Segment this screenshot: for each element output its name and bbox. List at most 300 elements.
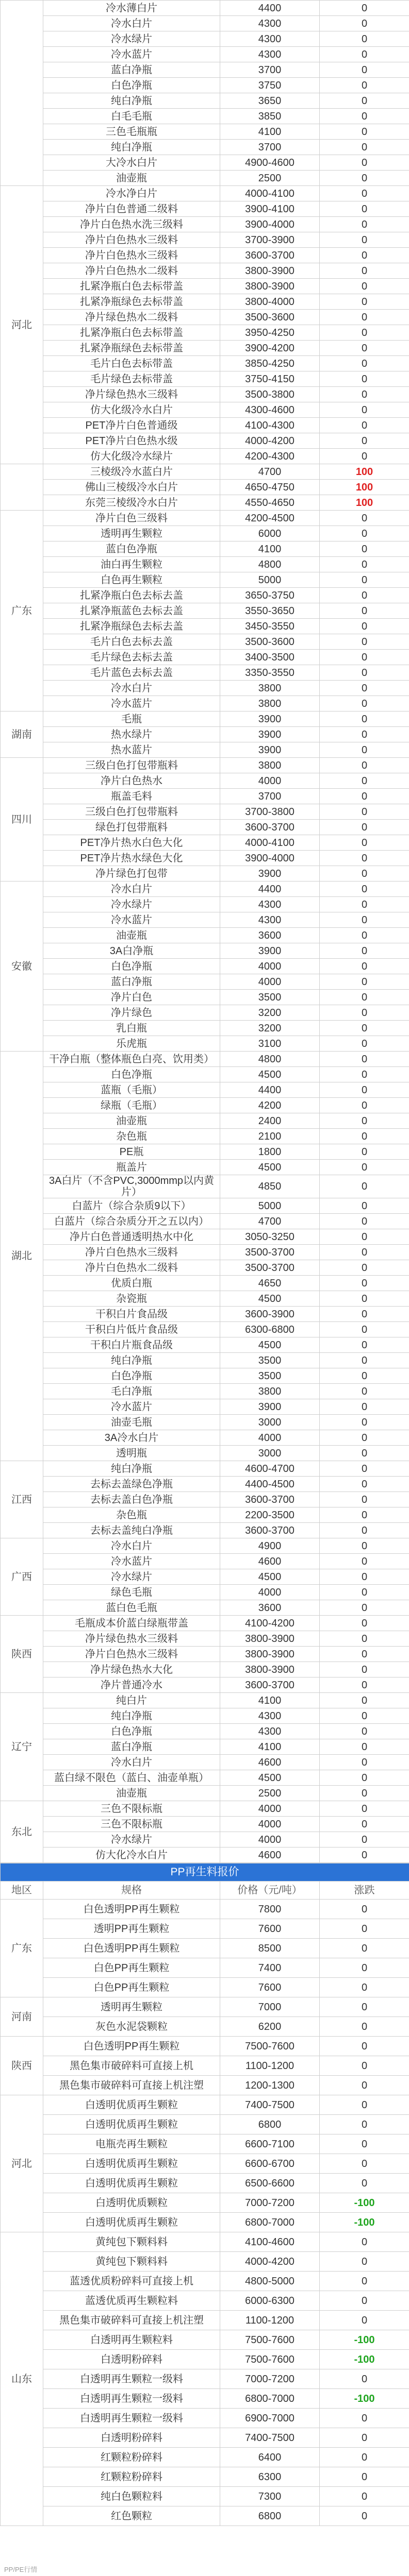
price-cell: 3800-3900 (220, 1647, 320, 1662)
name-cell: 杂瓷瓶 (43, 1291, 220, 1307)
table-row (1, 1, 409, 16)
change-cell: 0 (320, 1900, 409, 1919)
name-cell: 白色净瓶 (43, 1724, 220, 1739)
table-row (1, 1817, 409, 1832)
change-cell: 0 (320, 727, 409, 742)
table-row (1, 2311, 409, 2330)
price-cell: 4300 (220, 1724, 320, 1739)
name-cell: 净片白色热水 (43, 773, 220, 789)
price-cell: 3600-3700 (220, 1677, 320, 1693)
change-cell: 0 (320, 1067, 409, 1082)
table-row (1, 851, 409, 866)
table-row (1, 2291, 409, 2311)
change-cell: 0 (320, 1229, 409, 1245)
change-cell: 0 (320, 1399, 409, 1415)
price-cell: 6300 (220, 2467, 320, 2487)
name-cell: 白毛毛瓶 (43, 109, 220, 124)
change-cell: 0 (320, 2409, 409, 2428)
price-cell: 4600 (220, 1848, 320, 1863)
change-cell: 0 (320, 1353, 409, 1368)
table-row (1, 1322, 409, 1337)
name-cell: 3A白净瓶 (43, 943, 220, 959)
region-cell: 湖南 (1, 711, 43, 758)
table-row (1, 2487, 409, 2506)
region-cell (1, 1, 43, 186)
name-cell: 佛山三棱级冷水白片 (43, 480, 220, 495)
change-cell: 0 (320, 1160, 409, 1175)
change-cell: -100 (320, 2389, 409, 2409)
price-cell: 3000 (220, 1446, 320, 1461)
name-cell: 扎紧净瓶白色去标去盖 (43, 588, 220, 603)
name-cell: PET净片白色普通级 (43, 418, 220, 433)
name-cell: 净片白色普通透明热水中化 (43, 1229, 220, 1245)
name-cell: 纯白净瓶 (43, 1708, 220, 1724)
table-row (1, 557, 409, 572)
table-row (1, 1198, 409, 1214)
price-cell: 3100 (220, 1036, 320, 1052)
table-row (1, 1708, 409, 1724)
price-cell: 3600 (220, 928, 320, 943)
name-cell: 白透明再生颗粒料 (43, 2330, 220, 2350)
table-row (1, 480, 409, 495)
name-cell: 纯白色颗粒料 (43, 2487, 220, 2506)
name-cell: 蓝白净瓶 (43, 1739, 220, 1755)
name-cell: 绿色打包带瓶料 (43, 820, 220, 835)
name-cell: 红颗粒粉碎料 (43, 2467, 220, 2487)
price-cell: 6900-7000 (220, 2409, 320, 2428)
table-row (1, 1144, 409, 1160)
name-cell: 纯白净瓶 (43, 1461, 220, 1477)
table-row (1, 1446, 409, 1461)
price-cell: 4900 (220, 1538, 320, 1554)
table-row (1, 758, 409, 773)
name-cell: 冷水绿片 (43, 1832, 220, 1848)
name-cell: 毛片绿色去标去盖 (43, 650, 220, 665)
change-cell: 0 (320, 1129, 409, 1144)
price-cell: 4200-4300 (220, 449, 320, 464)
region-cell: 河北 (1, 2095, 43, 2232)
change-cell: 0 (320, 773, 409, 789)
table-row (1, 1848, 409, 1863)
change-cell: 0 (320, 2076, 409, 2095)
table-row (1, 418, 409, 433)
name-cell: 扎紧净瓶白色去标带盖 (43, 325, 220, 341)
table-row (1, 789, 409, 804)
price-cell: 6400 (220, 2448, 320, 2467)
name-cell: 白色PP再生颗粒 (43, 1958, 220, 1978)
price-cell: 4100 (220, 1739, 320, 1755)
table-row (1, 201, 409, 217)
change-cell: 0 (320, 1523, 409, 1538)
name-cell: 乐虎瓶 (43, 1036, 220, 1052)
change-cell: 0 (320, 820, 409, 835)
change-cell: 100 (320, 464, 409, 480)
price-cell: 4000 (220, 1817, 320, 1832)
change-cell: 0 (320, 511, 409, 526)
price-cell: 3350-3550 (220, 665, 320, 681)
change-cell: 0 (320, 1817, 409, 1832)
table-row (1, 2213, 409, 2232)
name-cell: 冷水蓝片 (43, 696, 220, 711)
price-cell: 4800 (220, 1052, 320, 1067)
price-cell: 4200 (220, 1098, 320, 1113)
change-cell: 0 (320, 943, 409, 959)
table-row (1, 387, 409, 402)
name-cell: 油壶瓶 (43, 1113, 220, 1129)
price-cell: 4500 (220, 1067, 320, 1082)
table-row (1, 495, 409, 511)
table-row (1, 1600, 409, 1616)
name-cell: 白透明优质再生颗粒 (43, 2115, 220, 2134)
price-cell: 7500-7600 (220, 2350, 320, 2369)
name-cell: 毛片蓝色去标去盖 (43, 665, 220, 681)
change-cell: 0 (320, 1647, 409, 1662)
table-row (1, 2076, 409, 2095)
header-price: 价格（元/吨） (220, 1882, 320, 1900)
change-cell: 0 (320, 232, 409, 248)
price-cell: 4500 (220, 1569, 320, 1585)
change-cell: 0 (320, 1430, 409, 1446)
change-cell: 0 (320, 1245, 409, 1260)
price-cell: 3600-3700 (220, 1492, 320, 1507)
price-cell: 6500-6600 (220, 2174, 320, 2193)
name-cell: 东莞三棱级冷水白片 (43, 495, 220, 511)
change-cell: 100 (320, 480, 409, 495)
change-cell: 0 (320, 1538, 409, 1554)
price-cell: 3500 (220, 1368, 320, 1384)
name-cell: 扎紧净瓶蓝色去标去盖 (43, 603, 220, 619)
name-cell: 白透明优质颗粒 (43, 2193, 220, 2213)
name-cell: 冷水蓝片 (43, 47, 220, 62)
price-cell: 7000-7200 (220, 2193, 320, 2213)
change-cell: 0 (320, 2272, 409, 2291)
price-cell: 3900 (220, 943, 320, 959)
price-cell: 3800 (220, 681, 320, 696)
change-cell: 0 (320, 2017, 409, 2037)
price-cell: 4100-4600 (220, 2232, 320, 2252)
change-cell: 0 (320, 1786, 409, 1801)
name-cell: 蓝白净瓶 (43, 974, 220, 990)
table-row (1, 371, 409, 387)
name-cell: PET净片热水绿色大化 (43, 851, 220, 866)
change-cell: 0 (320, 1708, 409, 1724)
table-row (1, 1677, 409, 1693)
table-row (1, 943, 409, 959)
name-cell: 干积白片低片食品级 (43, 1322, 220, 1337)
change-cell: 0 (320, 1082, 409, 1098)
name-cell: 优质白瓶 (43, 1276, 220, 1291)
table-row (1, 62, 409, 78)
region-cell: 河北 (1, 186, 43, 464)
price-cell: 3700 (220, 62, 320, 78)
name-cell: 冷水白片 (43, 681, 220, 696)
price-cell: 4100 (220, 1693, 320, 1708)
change-cell: 0 (320, 1415, 409, 1430)
table-row (1, 773, 409, 789)
change-cell: 0 (320, 572, 409, 588)
table-row (1, 2330, 409, 2350)
change-cell: 0 (320, 1021, 409, 1036)
table-row (1, 665, 409, 681)
change-cell: 0 (320, 171, 409, 186)
table-row (1, 572, 409, 588)
price-cell: 3800-3900 (220, 1662, 320, 1677)
change-cell: 0 (320, 2115, 409, 2134)
price-cell: 4650 (220, 1276, 320, 1291)
change-cell: 0 (320, 47, 409, 62)
change-cell: 0 (320, 1307, 409, 1322)
name-cell: 红色颗粒 (43, 2506, 220, 2526)
table-row (1, 1492, 409, 1507)
table-row (1, 1900, 409, 1919)
table-row (1, 2017, 409, 2037)
change-cell: 0 (320, 2056, 409, 2076)
region-cell: 辽宁 (1, 1693, 43, 1801)
table-row (1, 1307, 409, 1322)
name-cell: 净片白色热水三级料 (43, 232, 220, 248)
change-cell: 0 (320, 897, 409, 912)
price-cell: 1200-1300 (220, 2076, 320, 2095)
price-cell: 3650-3750 (220, 588, 320, 603)
name-cell: 油壶瓶 (43, 928, 220, 943)
name-cell: 干积白片瓶食品级 (43, 1337, 220, 1353)
name-cell: 扎紧净瓶绿色去标带盖 (43, 294, 220, 310)
name-cell: 三色不限标瓶 (43, 1801, 220, 1817)
name-cell: PET净片热水白色大化 (43, 835, 220, 851)
price-cell: 3600 (220, 1600, 320, 1616)
price-cell: 7000 (220, 1997, 320, 2017)
change-cell: 0 (320, 1461, 409, 1477)
price-cell: 4000 (220, 959, 320, 974)
change-cell: 0 (320, 557, 409, 572)
change-cell: 0 (320, 696, 409, 711)
change-cell: 0 (320, 2311, 409, 2330)
table-row (1, 1939, 409, 1958)
change-cell: 0 (320, 1036, 409, 1052)
region-cell: 广西 (1, 1538, 43, 1616)
price-cell: 7600 (220, 1978, 320, 1997)
price-cell: 4000 (220, 773, 320, 789)
name-cell: 去标去盖绿色净瓶 (43, 1477, 220, 1492)
table-row (1, 1337, 409, 1353)
change-cell: -100 (320, 2330, 409, 2350)
price-cell: 2200-3500 (220, 1507, 320, 1523)
change-cell: 0 (320, 742, 409, 758)
table-row (1, 1477, 409, 1492)
table-row (1, 1662, 409, 1677)
price-cell: 2100 (220, 1129, 320, 1144)
change-cell: 0 (320, 1144, 409, 1160)
name-cell: 白色PP再生颗粒 (43, 1978, 220, 1997)
change-cell: 0 (320, 1477, 409, 1492)
price-cell: 3800 (220, 1384, 320, 1399)
table-row (1, 78, 409, 93)
name-cell: 灰色水泥袋颗粒 (43, 2017, 220, 2037)
name-cell: 去标去盖白色净瓶 (43, 1492, 220, 1507)
name-cell: 白透明再生颗粒一级料 (43, 2409, 220, 2428)
table-row (1, 217, 409, 232)
change-cell: 0 (320, 418, 409, 433)
table-row (1, 1082, 409, 1098)
region-cell (1, 464, 43, 511)
price-cell: 3200 (220, 1021, 320, 1036)
table-row (1, 526, 409, 541)
change-cell: 0 (320, 1801, 409, 1817)
change-cell: 0 (320, 2291, 409, 2311)
table-row (1, 433, 409, 449)
table-row (1, 1461, 409, 1477)
change-cell: 0 (320, 711, 409, 727)
change-cell: 0 (320, 140, 409, 155)
table-row (1, 1384, 409, 1399)
name-cell: 电瓶壳再生颗粒 (43, 2134, 220, 2154)
table-row (1, 1647, 409, 1662)
price-cell: 4400-4500 (220, 1477, 320, 1492)
change-cell: 0 (320, 155, 409, 171)
price-cell: 4000-4200 (220, 433, 320, 449)
table-row (1, 619, 409, 634)
change-cell: 0 (320, 387, 409, 402)
table-row (1, 1229, 409, 1245)
table-row (1, 1353, 409, 1368)
change-cell: 100 (320, 495, 409, 511)
price-cell: 4850 (220, 1175, 320, 1198)
table-row (1, 109, 409, 124)
price-cell: 3500-3600 (220, 634, 320, 650)
table-row (1, 2506, 409, 2526)
change-cell: 0 (320, 1, 409, 16)
table-row (1, 1786, 409, 1801)
name-cell: 蓝白色净瓶 (43, 541, 220, 557)
name-cell: 仿大化冷水白片 (43, 1848, 220, 1863)
table-row (1, 882, 409, 897)
table-row (1, 990, 409, 1005)
price-cell: 4100 (220, 124, 320, 140)
price-cell: 3750 (220, 78, 320, 93)
price-cell: 3850 (220, 109, 320, 124)
price-cell: 2500 (220, 171, 320, 186)
watermark: PP/PE行情 (4, 2566, 38, 2573)
change-cell: 0 (320, 1662, 409, 1677)
name-cell: 净片绿色热水大化 (43, 1662, 220, 1677)
region-cell: 河南 (1, 1997, 43, 2037)
region-cell: 陕西 (1, 1616, 43, 1693)
table-row (1, 1585, 409, 1600)
table-row (1, 650, 409, 665)
name-cell: 毛片白色去标带盖 (43, 356, 220, 371)
price-cell: 4300 (220, 912, 320, 928)
change-cell: 0 (320, 1052, 409, 1067)
change-cell: 0 (320, 804, 409, 820)
change-cell: 0 (320, 974, 409, 990)
table-row (1, 1724, 409, 1739)
change-cell: 0 (320, 16, 409, 31)
table-row (1, 2467, 409, 2487)
name-cell: 冷水白片 (43, 1755, 220, 1770)
name-cell: 蓝白色毛瓶 (43, 1600, 220, 1616)
name-cell: 绿瓶（毛瓶） (43, 1098, 220, 1113)
change-cell: 0 (320, 650, 409, 665)
table-row (1, 1430, 409, 1446)
change-cell: 0 (320, 526, 409, 541)
table-row (1, 2056, 409, 2076)
price-cell: 3900 (220, 727, 320, 742)
name-cell: 扎紧净瓶绿色去标去盖 (43, 619, 220, 634)
change-cell: 0 (320, 1005, 409, 1021)
change-cell: 0 (320, 1198, 409, 1214)
change-cell: 0 (320, 62, 409, 78)
name-cell: 3A白片（不含PVC,3000mmp以内黄片） (43, 1175, 220, 1198)
name-cell: 杂色瓶 (43, 1507, 220, 1523)
change-cell: 0 (320, 603, 409, 619)
name-cell: 3A冷水白片 (43, 1430, 220, 1446)
name-cell: 纯白片 (43, 1693, 220, 1708)
change-cell: 0 (320, 1939, 409, 1958)
price-cell: 3600-3700 (220, 820, 320, 835)
change-cell: 0 (320, 263, 409, 279)
change-cell: 0 (320, 2232, 409, 2252)
table-row (1, 804, 409, 820)
price-cell: 4000 (220, 1832, 320, 1848)
name-cell: PET净片白色热水级 (43, 433, 220, 449)
change-cell: 0 (320, 928, 409, 943)
price-cell: 4300 (220, 16, 320, 31)
change-cell: 0 (320, 1291, 409, 1307)
name-cell: 白色透明PP再生颗粒 (43, 2037, 220, 2056)
region-cell: 江西 (1, 1461, 43, 1538)
name-cell: 三级白色打包带瓶料 (43, 804, 220, 820)
table-row (1, 742, 409, 758)
name-cell: 扎紧净瓶白色去标带盖 (43, 279, 220, 294)
name-cell: 冷水绿片 (43, 897, 220, 912)
change-cell: 0 (320, 1384, 409, 1399)
price-cell: 4500 (220, 1770, 320, 1786)
price-cell: 4100-4300 (220, 418, 320, 433)
name-cell: 扎紧净瓶绿色去标带盖 (43, 341, 220, 356)
price-cell: 3600-3700 (220, 1523, 320, 1538)
price-cell: 4600-4700 (220, 1461, 320, 1477)
table-row (1, 1693, 409, 1708)
change-cell: 0 (320, 109, 409, 124)
table-row (1, 464, 409, 480)
price-cell: 3750-4150 (220, 371, 320, 387)
name-cell: 毛瓶成本价蓝白绿瓶带盖 (43, 1616, 220, 1631)
price-cell: 3900 (220, 711, 320, 727)
name-cell: 白蓝片（综合杂质分开之五以内） (43, 1214, 220, 1229)
table-row (1, 449, 409, 464)
price-cell: 7000-7200 (220, 2369, 320, 2389)
name-cell: 瓶盖毛料 (43, 789, 220, 804)
name-cell: 黄纯包下颗料料 (43, 2232, 220, 2252)
price-cell: 4000 (220, 1801, 320, 1817)
price-cell: 3050-3250 (220, 1229, 320, 1245)
table-row (1, 603, 409, 619)
name-cell: 冷水蓝片 (43, 1554, 220, 1569)
table-row (1, 835, 409, 851)
change-cell: 0 (320, 912, 409, 928)
name-cell: 油壶瓶 (43, 1786, 220, 1801)
table-row (1, 634, 409, 650)
change-cell: 0 (320, 449, 409, 464)
change-cell: 0 (320, 1832, 409, 1848)
price-cell: 7400 (220, 1958, 320, 1978)
price-cell: 5000 (220, 572, 320, 588)
name-cell: 净片绿色打包带 (43, 866, 220, 882)
price-cell: 3900-4000 (220, 217, 320, 232)
name-cell: 白透明优质再生颗粒 (43, 2095, 220, 2115)
price-cell: 3800-3900 (220, 1631, 320, 1647)
name-cell: 净片白色热水二级料 (43, 263, 220, 279)
